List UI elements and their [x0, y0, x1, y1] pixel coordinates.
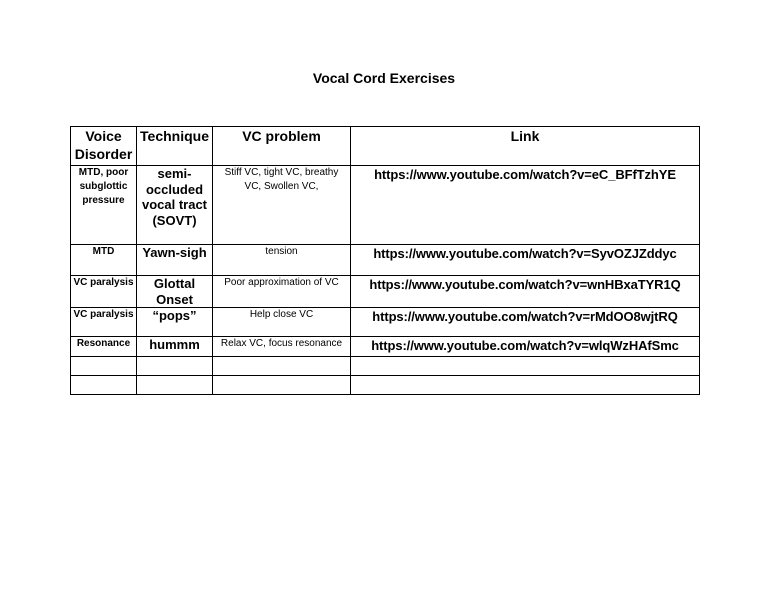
table-row — [71, 357, 700, 376]
table-row — [71, 337, 700, 357]
link-cell[interactable]: https://www.youtube.com/watch?v=wlqWzHAfSmc — [351, 337, 700, 357]
disorder-cell — [71, 376, 137, 395]
technique-cell: Glottal Onset — [137, 276, 213, 308]
table-row — [71, 276, 700, 308]
technique-cell: hummm — [137, 337, 213, 357]
disorder-cell: VC paralysis — [71, 276, 137, 308]
problem-cell — [213, 376, 351, 395]
problem-cell: Relax VC, focus resonance — [213, 337, 351, 357]
table-row — [71, 166, 700, 245]
disorder-cell — [71, 357, 137, 376]
disorder-cell: Resonance — [71, 337, 137, 357]
problem-cell: tension — [213, 245, 351, 276]
table-header-row — [71, 127, 700, 166]
document-title: Vocal Cord Exercises — [312, 70, 456, 86]
disorder-cell: MTD — [71, 245, 137, 276]
link-cell[interactable]: https://www.youtube.com/watch?v=eC_BFfTzhYE — [351, 166, 700, 245]
link-cell — [351, 357, 700, 376]
problem-cell: Stiff VC, tight VC, breathy VC, Swollen VC, — [213, 166, 351, 245]
link-cell[interactable]: https://www.youtube.com/watch?v=rMdOO8wjtRQ — [351, 308, 700, 337]
link-cell[interactable]: https://www.youtube.com/watch?v=SyvOZJZddyc — [351, 245, 700, 276]
problem-cell: Help close VC — [213, 308, 351, 337]
technique-cell: “pops” — [137, 308, 213, 337]
technique-cell — [137, 357, 213, 376]
link-cell — [351, 376, 700, 395]
problem-cell — [213, 357, 351, 376]
header-voice-disorder: Voice Disorder — [71, 127, 137, 166]
technique-cell: Yawn-sigh — [137, 245, 213, 276]
exercises-table — [70, 126, 700, 395]
problem-cell: Poor approximation of VC — [213, 276, 351, 308]
link-cell[interactable]: https://www.youtube.com/watch?v=wnHBxaTYR1Q — [351, 276, 700, 308]
header-link: Link — [351, 127, 700, 166]
table-row — [71, 376, 700, 395]
header-technique: Technique — [137, 127, 213, 166]
technique-cell: semi-occluded vocal tract (SOVT) — [137, 166, 213, 245]
disorder-cell: MTD, poor subglottic pressure — [71, 166, 137, 245]
table-row — [71, 308, 700, 337]
table-row — [71, 245, 700, 276]
header-vc-problem: VC problem — [213, 127, 351, 166]
disorder-cell: VC paralysis — [71, 308, 137, 337]
technique-cell — [137, 376, 213, 395]
